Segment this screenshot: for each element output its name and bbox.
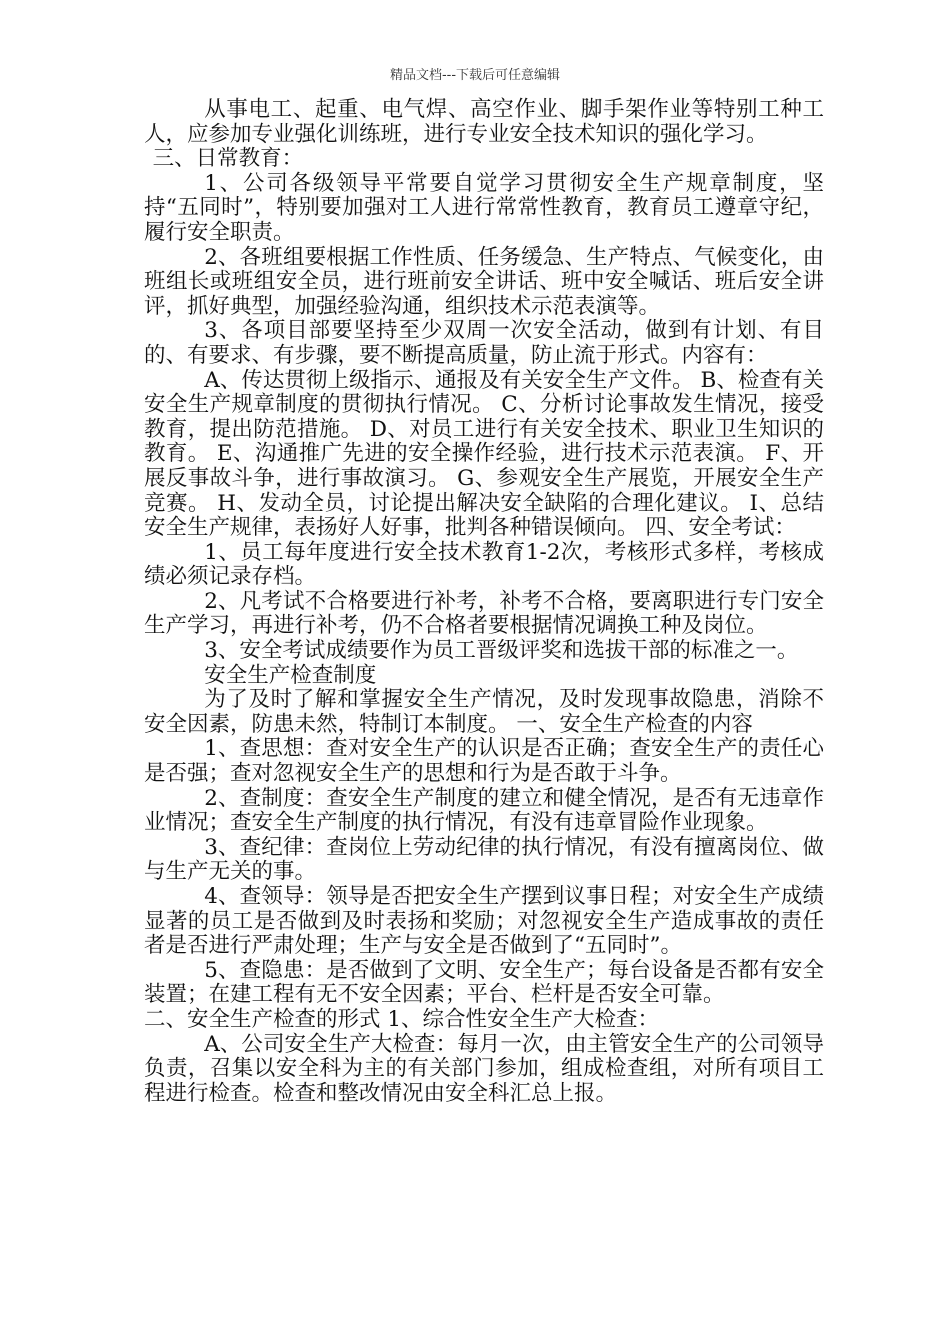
paragraph: A、公司安全生产大检查：每月一次，由主管安全生产的公司领导负责，召集以安全科为主的有关部门参加，组成检查组，对所有项目工程进行检查。检查和整改情况由安全科汇总上报。 — [144, 1031, 824, 1106]
paragraph: 从事电工、起重、电气焊、高空作业、脚手架作业等特别工种工人，应参加专业强化训练班，进行专业安全技术知识的强化学习。 — [144, 97, 824, 147]
paragraph: 4、查领导：领导是否把安全生产摆到议事日程；对安全生产成绩显著的员工是否做到及时表扬和奖励；对忽视安全生产造成事故的责任者是否进行严肃处理；生产与安全是否做到了“五同时”。 — [144, 884, 824, 959]
paragraph: 3、各项目部要坚持至少双周一次安全活动，做到有计划、有目的、有要求、有步骤，要不断提高质量，防止流于形式。内容有： — [144, 318, 824, 368]
section-title: 安全生产检查制度 — [204, 662, 377, 688]
paragraph: 2、各班组要根据工作性质、任务缓急、生产特点、气候变化，由班组长或班组安全员，进行班前安全讲话、班中安全喊话、班后安全讲评，抓好典型，加强经验沟通，组织技术示范表演等。 — [144, 244, 824, 319]
document-body — [144, 98, 824, 1106]
paragraph: 为了及时了解和掌握安全生产情况，及时发现事故隐患，消除不安全因素，防患未然，特制订本制度。 一、安全生产检查的内容 — [144, 687, 824, 737]
paragraph: A、传达贯彻上级指示、通报及有关安全生产文件。 B、检查有关安全生产规章制度的贯彻执行情况。 C、分析讨论事故发生情况，接受教育，提出防范措施。 D、对员工进行有关安全技术、职业卫生知识的教育。 E、沟通推广先进的安全操作经验，进行技术示范表演。 F、开展反事故斗争，进行事故演习。 G、参观安全生产展览，开展安全生产竞赛。 H、发动全员，讨论提出解决安全缺陷的合理化建议。 I、总结安全生产规律，表扬好人好事，批判各种错误倾向。 四、安全考试： — [144, 367, 824, 541]
section-heading: 三、日常教育： — [152, 146, 304, 172]
paragraph: 1、查思想：查对安全生产的认识是否正确；查安全生产的责任心是否强；查对忽视安全生产的思想和行为是否敢于斗争。 — [144, 736, 824, 787]
paragraph: 1、公司各级领导平常要自觉学习贯彻安全生产规章制度，坚持“五同时”，特别要加强对工人进行常常性教育，教育员工遵章守纪，履行安全职责。 — [144, 170, 824, 245]
paragraph: 2、查制度：查安全生产制度的建立和健全情况，是否有无违章作业情况；查安全生产制度的执行情况，有没有违章冒险作业现象。 — [144, 785, 824, 836]
page-header: 精品文档---下载后可任意编辑 — [389, 68, 561, 83]
paragraph: 5、查隐患：是否做到了文明、安全生产；每台设备是否都有安全装置；在建工程有无不安全因素；平台、栏杆是否安全可靠。 — [144, 957, 824, 1008]
paragraph: 3、安全考试成绩要作为员工晋级评奖和选拔干部的标准之一。 — [204, 638, 799, 664]
paragraph: 1、员工每年度进行安全技术教育1-2次，考核形式多样，考核成绩必须记录存档。 — [144, 539, 824, 590]
section-heading: 二、安全生产检查的形式 1、综合性安全生产大检查： — [144, 1006, 660, 1032]
paragraph: 2、凡考试不合格要进行补考，补考不合格，要离职进行专门安全生产学习，再进行补考，仍不合格者要根据情况调换工种及岗位。 — [144, 588, 824, 639]
paragraph: 3、查纪律：查岗位上劳动纪律的执行情况，有没有擅离岗位、做与生产无关的事。 — [144, 834, 824, 885]
